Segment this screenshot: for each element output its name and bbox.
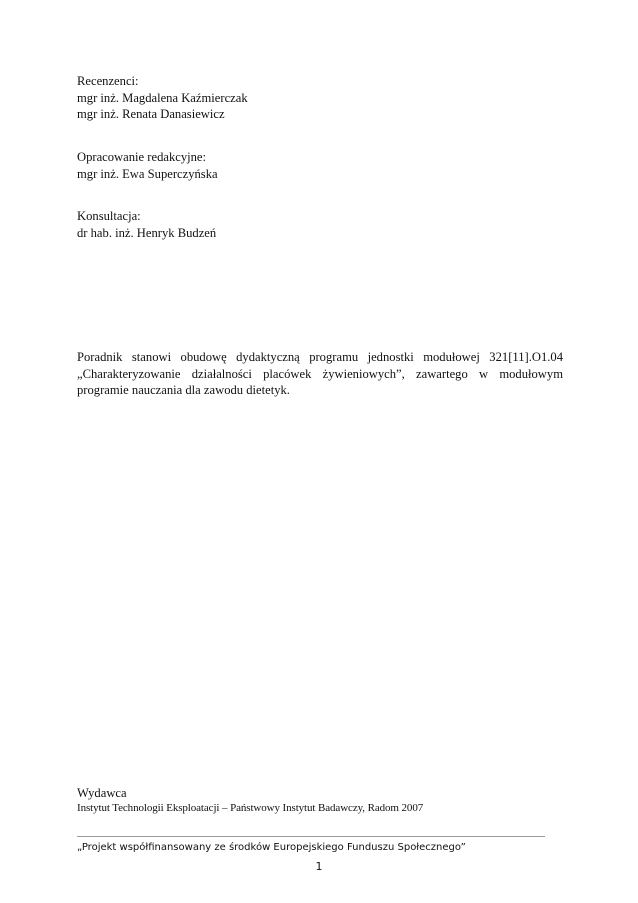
description-paragraph: Poradnik stanowi obudowę dydaktyczną programu jednostki modułowej 321[11].O1.04 „Charakteryzowanie działalności placówek żywieniowych”, zawartego w modułowym programie nauczania dla zawodu dietetyk. <box>77 350 563 397</box>
reviewer-name: mgr inż. Magdalena Kaźmierczak <box>77 90 248 105</box>
reviewers-section <box>77 73 563 123</box>
description-section <box>77 349 563 399</box>
footer-divider <box>77 836 545 837</box>
publisher-heading: Wydawca <box>77 786 127 800</box>
editorial-section <box>77 149 563 182</box>
editor-name: mgr inż. Ewa Superczyńska <box>77 166 218 181</box>
reviewers-heading: Recenzenci: <box>77 74 139 88</box>
project-funding-note: „Projekt współfinansowany ze środków Europejskiego Funduszu Społecznego” <box>77 842 466 853</box>
publisher-text: Instytut Technologii Eksploatacji – Państwowy Instytut Badawczy, Radom 2007 <box>77 802 424 814</box>
editorial-heading: Opracowanie redakcyjne: <box>77 150 207 164</box>
page-number: 1 <box>315 860 323 873</box>
consultant-name: dr hab. inż. Henryk Budzeń <box>77 225 217 240</box>
consultation-heading: Konsultacja: <box>77 209 141 223</box>
reviewer-name: mgr inż. Renata Danasiewicz <box>77 107 225 121</box>
publisher-section <box>77 785 563 816</box>
consultation-section <box>77 208 563 241</box>
